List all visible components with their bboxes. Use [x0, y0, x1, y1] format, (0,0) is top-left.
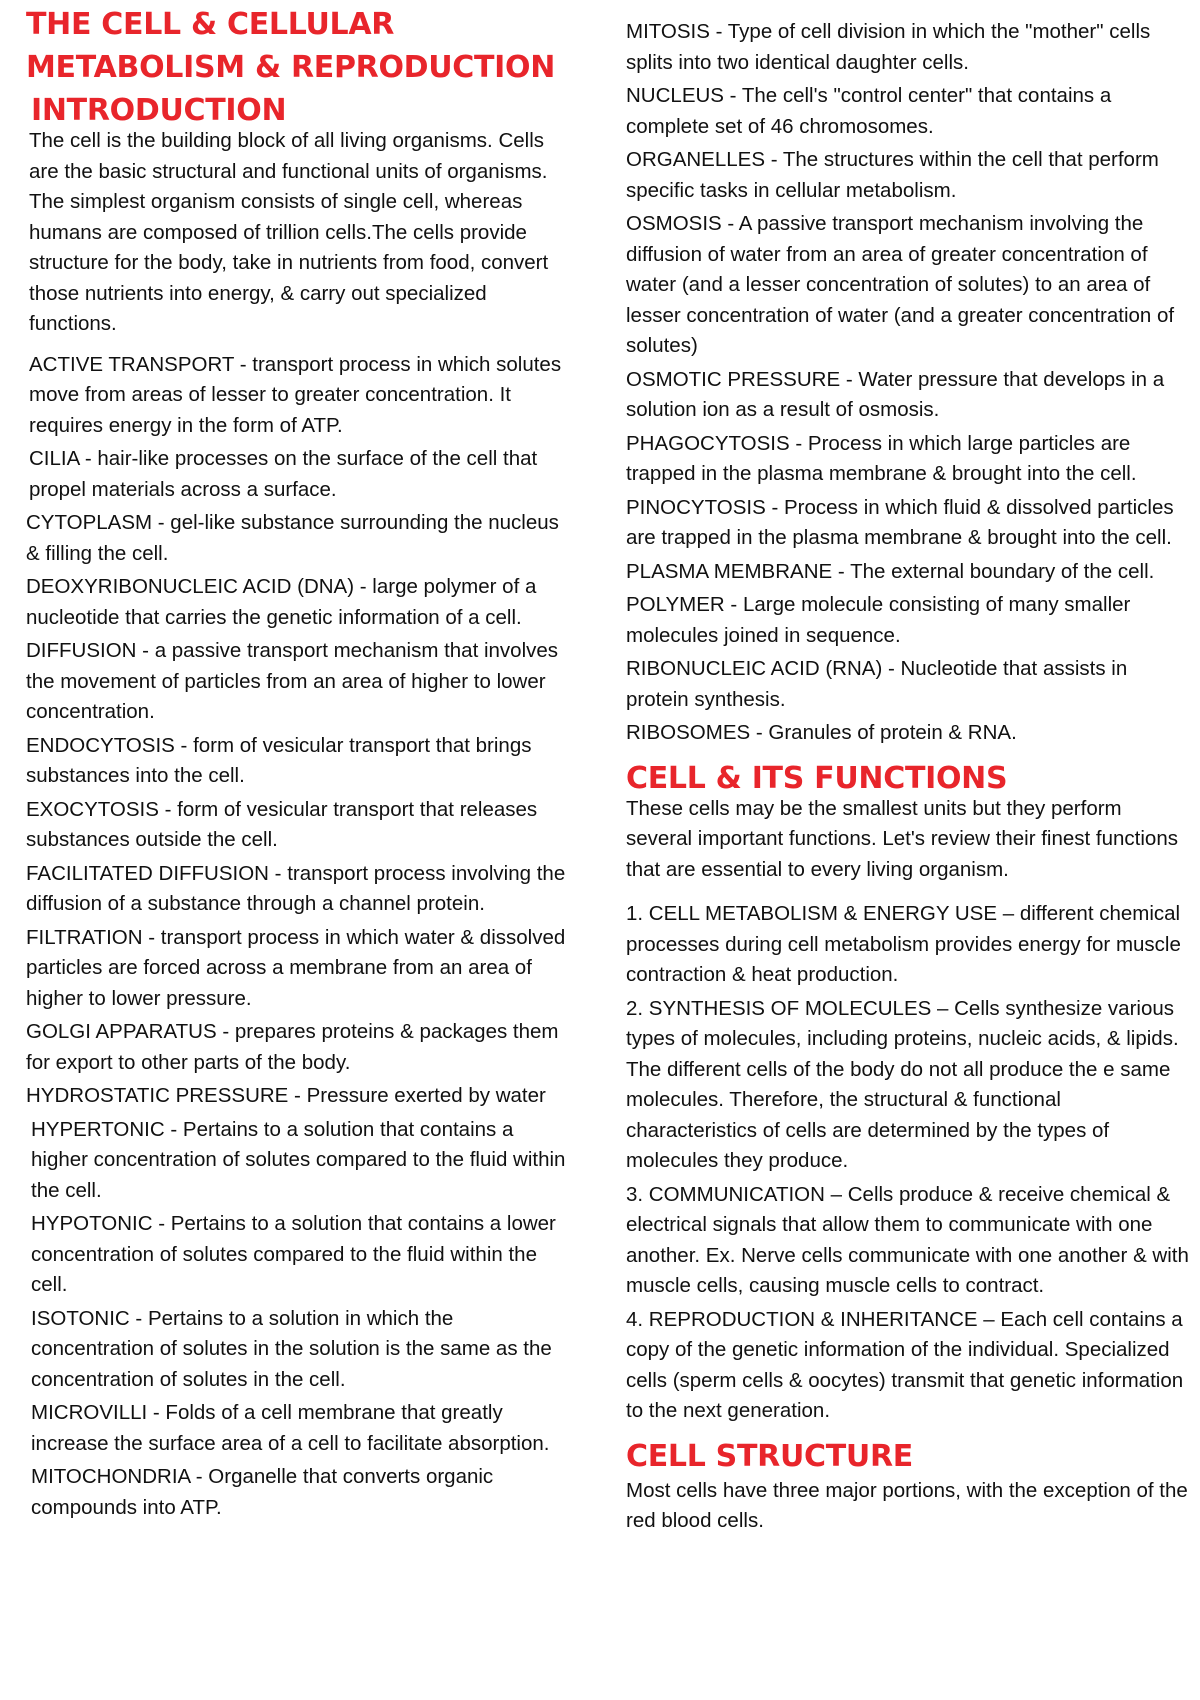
glossary-entry — [626, 718, 1191, 749]
glossary-separator: - — [750, 721, 769, 744]
glossary-term: MITOCHONDRIA — [31, 1465, 191, 1488]
glossary-entry — [29, 444, 576, 505]
glossary-entry — [26, 508, 576, 569]
glossary-entry — [26, 731, 576, 792]
glossary-separator: - — [268, 861, 288, 885]
glossary-separator: - — [709, 20, 728, 43]
glossary-term: OSMOTIC PRESSURE — [626, 367, 841, 391]
glossary-separator: - — [164, 1117, 183, 1141]
glossary-separator: - — [354, 575, 373, 598]
glossary-separator: - — [832, 559, 851, 583]
glossary-separator: - — [789, 431, 808, 455]
function-title: 1. CELL METABOLISM & ENERGY USE — [626, 902, 998, 925]
glossary-list-left — [26, 350, 576, 1524]
right-column — [626, 0, 1191, 1537]
glossary-definition: Large molecule consisting of many smaller molecules joined in sequence. — [626, 593, 1131, 647]
glossary-entry — [26, 1081, 576, 1112]
glossary-separator: - — [882, 657, 901, 680]
glossary-term: OSMOSIS — [626, 212, 722, 235]
glossary-term: ACTIVE TRANSPORT — [29, 352, 235, 376]
title-line: METABOLISM & REPRODUCTION — [26, 50, 556, 85]
glossary-term: CILIA — [29, 447, 80, 470]
function-description: different chemical processes during cell metabolism provides energy for muscle contraction & heat production. — [626, 902, 1181, 986]
glossary-entry — [31, 1398, 576, 1459]
glossary-separator: - — [724, 593, 743, 616]
glossary-separator: - — [721, 212, 739, 235]
function-item — [626, 1305, 1191, 1427]
glossary-definition: gel-like substance surrounding the nucleus & filling the cell. — [26, 511, 559, 565]
glossary-entry — [626, 81, 1191, 142]
glossary-term: NUCLEUS — [626, 84, 724, 107]
glossary-separator: - — [136, 639, 155, 662]
glossary-separator: - — [190, 1465, 209, 1488]
function-description: Each cell contains a copy of the genetic information of the individual. Specialized cells (sperm cells & oocytes) transmit that genetic information to the next generation. — [626, 1307, 1184, 1422]
glossary-separator: - — [152, 511, 171, 534]
glossary-term: HYDROSTATIC PRESSURE — [26, 1084, 289, 1107]
glossary-separator: - — [79, 447, 98, 470]
glossary-separator: - — [723, 84, 742, 107]
glossary-entry — [626, 493, 1191, 554]
functions-intro: These cells may be the smallest units but they perform several important functions. Let's review their finest functions that are essential to every living organism. — [626, 796, 1178, 881]
glossary-separator: - — [765, 495, 784, 519]
glossary-separator: - — [216, 1020, 235, 1043]
glossary-definition: transport process in which solutes move from areas of lesser to greater concentration. It requires energy in the form of ATP. — [29, 352, 562, 437]
glossary-separator: - — [765, 148, 783, 171]
glossary-definition: Process in which large particles are trapped in the plasma membrane & brought into the cell. — [626, 431, 1137, 485]
function-title: 4. REPRODUCTION & INHERITANCE — [626, 1307, 978, 1331]
function-separator: – — [997, 902, 1020, 925]
glossary-separator: - — [234, 352, 253, 376]
function-separator: – — [824, 1182, 848, 1206]
glossary-entry — [31, 1304, 576, 1396]
glossary-definition: hair-like processes on the surface of the cell that propel materials across a surface. — [29, 447, 538, 501]
glossary-entry — [26, 795, 576, 856]
glossary-entry — [626, 429, 1191, 490]
glossary-entry — [626, 654, 1191, 715]
glossary-term: PLASMA MEMBRANE — [626, 559, 833, 583]
glossary-definition: Pertains to a solution that contains a higher concentration of solutes compared to the fluid within the cell. — [31, 1117, 566, 1202]
glossary-term: CYTOPLASM — [26, 511, 153, 534]
glossary-separator: - — [152, 1212, 171, 1235]
glossary-definition: The cell's "control center" that contains a complete set of 46 chromosomes. — [626, 84, 1112, 138]
glossary-entry — [31, 1462, 576, 1523]
glossary-term: MICROVILLI — [31, 1401, 148, 1424]
glossary-entry — [29, 350, 576, 442]
glossary-term: GOLGI APPARATUS — [26, 1020, 217, 1043]
glossary-term: POLYMER — [626, 593, 725, 616]
glossary-term: HYPOTONIC — [31, 1212, 153, 1235]
structure-intro: Most cells have three major portions, with the exception of the red blood cells. — [626, 1478, 1188, 1532]
glossary-definition: The external boundary of the cell. — [850, 559, 1155, 583]
glossary-definition: Pressure exerted by water — [306, 1084, 546, 1107]
glossary-definition: Organelle that converts organic compounds into ATP. — [31, 1465, 494, 1519]
glossary-separator: - — [147, 1401, 166, 1424]
glossary-term: ISOTONIC — [31, 1306, 130, 1330]
glossary-separator: - — [158, 797, 178, 821]
glossary-definition: Folds of a cell membrane that greatly increase the surface area of a cell to facilitate absorption. — [31, 1401, 550, 1455]
function-title: 3. COMMUNICATION — [626, 1182, 825, 1206]
glossary-term: DIFFUSION — [26, 639, 137, 662]
glossary-definition: Type of cell division in which the "mother" cells splits into two identical daughter cells. — [626, 20, 1151, 74]
glossary-entry — [26, 636, 576, 728]
function-separator: – — [977, 1307, 1001, 1331]
glossary-definition: Pertains to a solution that contains a lower concentration of solutes compared to the fluid within the cell. — [31, 1212, 556, 1296]
glossary-entry — [31, 1115, 576, 1207]
glossary-definition: The structures within the cell that perform specific tasks in cellular metabolism. — [626, 148, 1159, 202]
left-column — [26, 0, 576, 1526]
glossary-entry — [26, 572, 576, 633]
intro-paragraph: The simplest organism consists of single cell, whereas humans are composed of trillion cells.The cells provide structure for the body, take in nutrients from food, convert those nutrients into energy, & carry out specialized functions. — [29, 190, 549, 335]
glossary-definition: Water pressure that develops in a solution ion as a result of osmosis. — [626, 367, 1165, 421]
glossary-term: FILTRATION — [26, 925, 143, 949]
glossary-term: RIBONUCLEIC ACID (RNA) — [626, 657, 883, 680]
glossary-definition: prepares proteins & packages them for export to other parts of the body. — [26, 1020, 559, 1074]
function-description: Cells synthesize various types of molecules, including proteins, nucleic acids, & lipids. The different cells of the body do not all produce the e same molecules. Therefore, the structural & functional characteristics of cells are determined by the types of molecules they produce. — [626, 996, 1179, 1172]
glossary-entry — [26, 859, 576, 920]
glossary-definition: Process in which fluid & dissolved particles are trapped in the plasma membrane & brought into the cell. — [626, 495, 1174, 549]
glossary-term: ENDOCYTOSIS — [26, 733, 175, 757]
glossary-separator: - — [288, 1084, 307, 1107]
glossary-definition: transport process involving the diffusion of a substance through a channel protein. — [26, 861, 566, 915]
document-title — [26, 3, 576, 89]
functions-heading: CELL & ITS FUNCTIONS — [626, 760, 1008, 796]
function-separator: – — [931, 996, 955, 1020]
structure-heading: CELL STRUCTURE — [626, 1438, 913, 1474]
glossary-entry — [626, 557, 1191, 588]
glossary-term: EXOCYTOSIS — [26, 797, 159, 821]
glossary-definition: transport process in which water & dissolved particles are forced across a membrane from an area of higher to lower pressure. — [26, 925, 566, 1010]
glossary-definition: large polymer of a nucleotide that carries the genetic information of a cell. — [26, 575, 537, 629]
glossary-definition: a passive transport mechanism that involves the movement of particles from an area of higher to lower concentration. — [26, 639, 559, 723]
glossary-term: MITOSIS — [626, 20, 710, 43]
function-description: Cells produce & receive chemical & electrical signals that allow them to communicate with one another. Ex. Nerve cells communicate with one another & with muscle cells, causing muscle cells to contract. — [626, 1182, 1189, 1297]
glossary-term: PINOCYTOSIS — [626, 495, 766, 519]
glossary-term: DEOXYRIBONUCLEIC ACID (DNA) — [26, 575, 355, 598]
glossary-term: RIBOSOMES — [626, 721, 751, 744]
glossary-entry — [626, 209, 1191, 362]
glossary-separator: - — [142, 925, 161, 949]
glossary-separator: - — [840, 367, 859, 391]
glossary-term: ORGANELLES — [626, 148, 765, 171]
glossary-definition: Pertains to a solution in which the concentration of solutes in the solution is the same as the concentration of solutes in the cell. — [31, 1306, 552, 1391]
glossary-definition: A passive transport mechanism involving the diffusion of water from an area of greater concentration of water (and a lesser concentration of solutes) to an area of lesser concentration of water (and a greater concentration of solutes) — [626, 212, 1175, 357]
glossary-definition: form of vesicular transport that brings substances into the cell. — [26, 733, 532, 787]
functions-list — [626, 899, 1191, 1427]
glossary-separator: - — [174, 733, 194, 757]
glossary-definition: Granules of protein & RNA. — [768, 721, 1017, 744]
function-item — [626, 899, 1191, 991]
function-item — [626, 994, 1191, 1177]
glossary-separator: - — [129, 1306, 148, 1330]
glossary-term: FACILITATED DIFFUSION — [26, 861, 269, 885]
glossary-list-right — [626, 17, 1191, 749]
function-item — [626, 1180, 1191, 1302]
title-line: THE CELL & CELLULAR — [26, 7, 395, 42]
glossary-entry — [31, 1209, 576, 1301]
glossary-entry — [26, 1017, 576, 1078]
glossary-entry — [26, 923, 576, 1015]
intro-paragraph: The cell is the building block of all living organisms. Cells are the basic structural and functional units of organisms. — [29, 129, 548, 183]
glossary-definition: form of vesicular transport that releases substances outside the cell. — [26, 797, 538, 851]
glossary-term: PHAGOCYTOSIS — [626, 431, 790, 455]
glossary-entry — [626, 590, 1191, 651]
glossary-definition: Nucleotide that assists in protein synthesis. — [626, 657, 1128, 711]
glossary-entry — [626, 365, 1191, 426]
glossary-term: HYPERTONIC — [31, 1117, 165, 1141]
intro-heading: INTRODUCTION — [31, 93, 287, 128]
glossary-entry — [626, 17, 1191, 78]
glossary-entry — [626, 145, 1191, 206]
function-title: 2. SYNTHESIS OF MOLECULES — [626, 996, 932, 1020]
